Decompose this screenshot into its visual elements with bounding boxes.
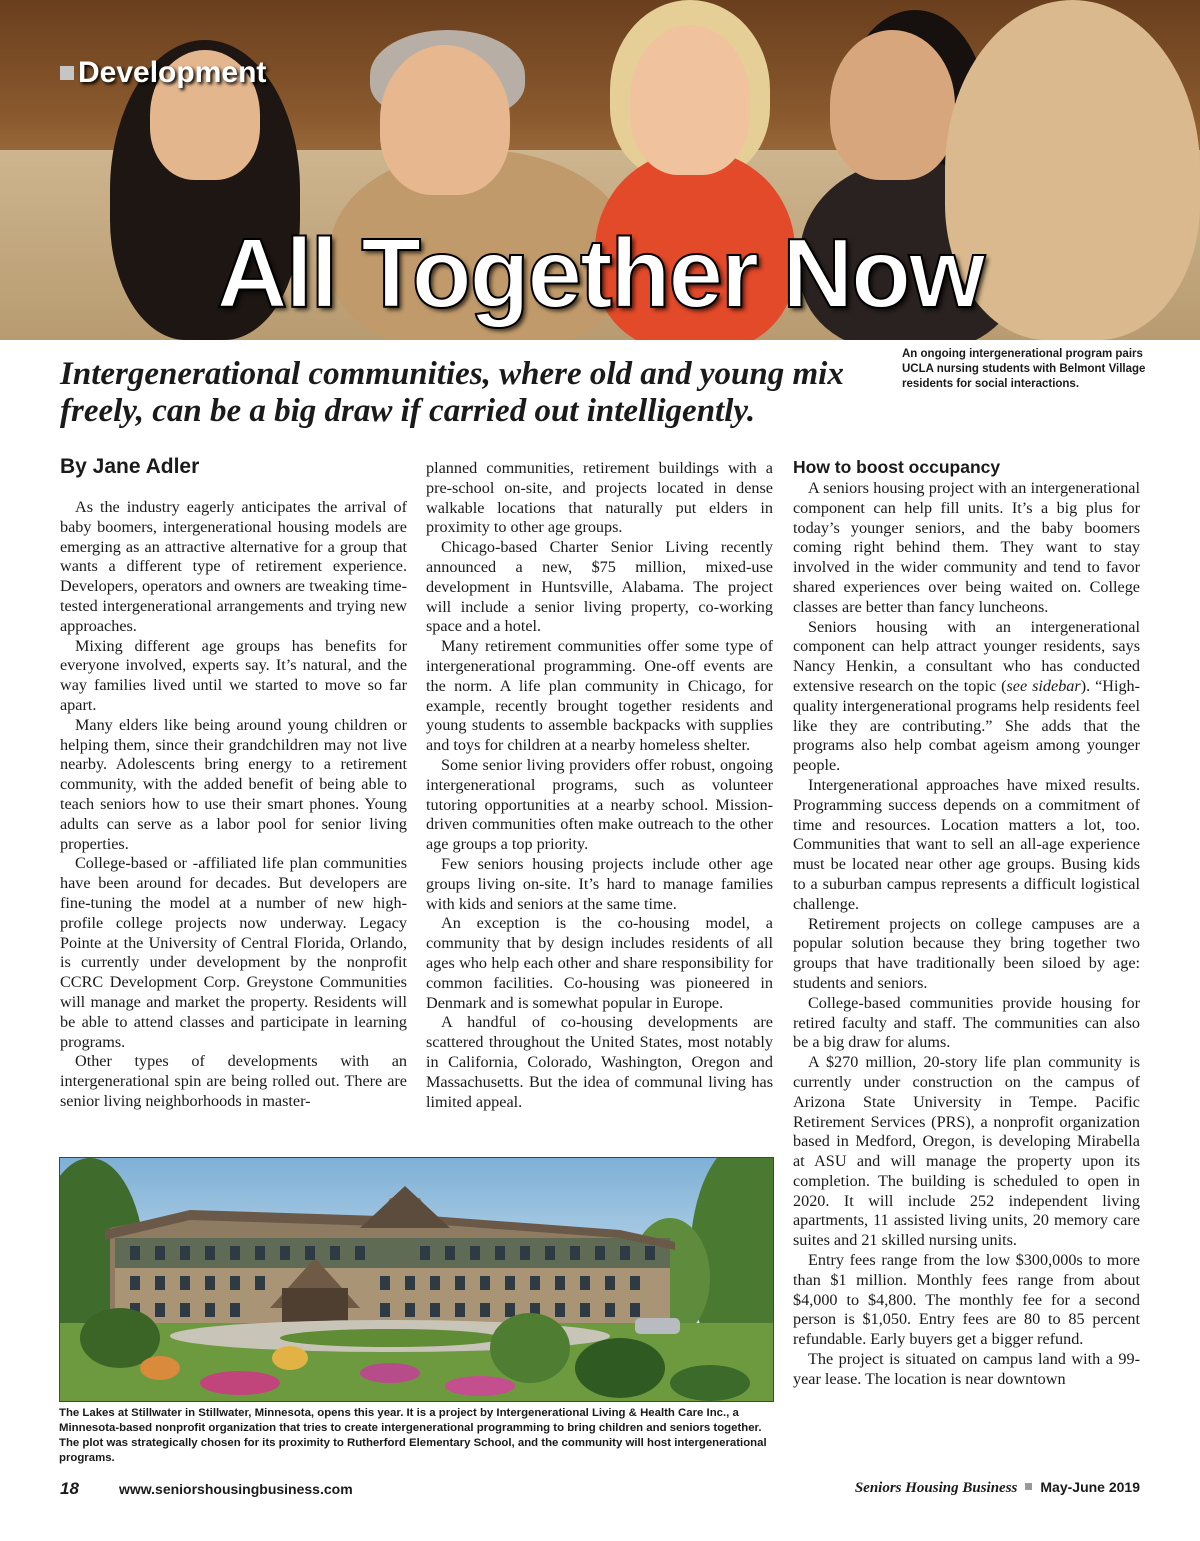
paragraph: A seniors housing project with an intergenerational component can help fill units. It’s a big plus for today’s younger seniors, and the baby boomers coming right behind them. They want to stay involved in the wider community and tend to favor shared experiences over being waited on. College classes are better than fancy luncheons. <box>793 479 1140 616</box>
headline: All Together Now <box>216 218 984 328</box>
paragraph: A $270 million, 20-story life plan community is currently under construction on the campus of Arizona State University in Tempe. Pacific Retirement Services (PRS), a nonprofit organization based in Medford, Oregon, is developing Mirabella at ASU and will manage the property upon its completion. The building is scheduled to open in 2020. It will include 252 independent living apartments, 11 assisted living units, 20 memory care suites and 21 skilled nursing units. <box>793 1053 1140 1250</box>
paragraph: Entry fees range from the low $300,000s to more than $1 million. Monthly fees range from about $4,000 to $4,800. The monthly fee for a second person is $1,050. Entry fees are 80 to 85 percent refundable. Early buyers get a bigger refund. <box>793 1251 1140 1349</box>
article-column-1 <box>60 498 407 1112</box>
paragraph: A handful of co-housing developments are scattered throughout the United States, most notably in California, Colorado, Washington, Oregon and Massachusetts. But the idea of communal living has limited appeal. <box>426 1013 773 1111</box>
photo-face-4 <box>830 30 955 180</box>
paragraph: College-based communities provide housing for retired faculty and staff. The communities can also be a big draw for alums. <box>793 993 1140 1052</box>
paragraph: The project is situated on campus land with a 99-year lease. The location is near downtown <box>793 1350 1140 1388</box>
paragraph: planned communities, retirement buildings with a pre-school on-site, and projects located in dense walkable locations that naturally put elders in proximity to other age groups. <box>426 459 773 537</box>
paragraph: Some senior living providers offer robust, ongoing intergenerational programs, such as volunteer tutoring opportunities at a nearby school. Mission-driven communities often make outreach to the other age groups a top priority. <box>426 755 773 854</box>
building-illustration <box>60 1158 773 1401</box>
paragraph: Many retirement communities offer some type of intergenerational programming. One-off events are the norm. A life plan community in Chicago, for example, recently brought together residents and young students to assemble backpacks with supplies and toys for children at a nearby homeless shelter. <box>426 637 773 755</box>
paragraph: Many elders like being around young children or helping them, since their grandchildren may not live nearby. Adolescents bring energy to a retirement community, with the added benefit of being able to teach seniors how to use their smart phones. Young adults can serve as a labor pool for senior living properties. <box>60 715 407 853</box>
paragraph: As the industry eagerly anticipates the arrival of baby boomers, intergenerational housing models are emerging as an attractive alternative for a group that wants a different type of retirement experience. Developers, operators and owners are tweaking time-tested intergenerational arrangements and trying new approaches. <box>60 498 407 635</box>
byline: By Jane Adler <box>60 455 200 478</box>
section-label: Development <box>60 56 266 90</box>
paragraph: Other types of developments with an intergenerational spin are being rolled out. There are senior living neighborhoods in master- <box>60 1052 407 1110</box>
article-column-3 <box>793 479 1140 1390</box>
paragraph: College-based or -affiliated life plan communities have been around for decades. But developers are fine-tuning the model at a number of new high-profile college projects now underway. Legacy Pointe at the University of Central Florida, Orlando, is currently under development by the nonprofit CCRC Development Corp. Greystone Communities will manage and market the property. Residents will be able to attend classes and participate in learning programs. <box>60 854 407 1051</box>
dek: Intergenerational communities, where old and young mix freely, can be a big draw if carried out intelligently. <box>60 356 844 429</box>
paragraph: Seniors housing with an intergenerational component can help attract younger residents, says Nancy Henkin, a consultant who has conducted extensive research on the topic (see sidebar). “High-quality intergenerational programs help residents feel like they are contributing.” She adds that the programs also help combat ageism among younger people. <box>793 617 1141 775</box>
separator-square-icon <box>1025 1483 1032 1490</box>
photo-face-2 <box>380 45 510 195</box>
article-column-2 <box>426 459 773 1112</box>
paragraph: Retirement projects on college campuses are a popular solution because they bring together two groups that have traditionally been siloed by age: students and seniors. <box>793 914 1140 992</box>
sidebar-reference: see sidebar <box>1006 676 1081 695</box>
section-square-icon <box>60 66 74 80</box>
building-rendering <box>59 1157 774 1402</box>
issue-date: May-June 2019 <box>1040 1479 1140 1495</box>
footer-url[interactable]: www.seniorshousingbusiness.com <box>119 1481 353 1497</box>
hero-photo <box>0 0 1200 340</box>
hero-photo-caption: An ongoing intergenerational program pairs UCLA nursing students with Belmont Village residents for social interactions. <box>902 348 1146 390</box>
page-number: 18 <box>60 1479 79 1498</box>
paragraph: Intergenerational approaches have mixed results. Programming success depends on a commitment of time and resources. Location matters a lot, too. Communities that want to sell an all-age experience must be located near other age groups. Busing kids to a suburban campus represents a difficult logistical challenge. <box>793 775 1140 913</box>
photo-face-3 <box>630 25 750 175</box>
subhead: How to boost occupancy <box>793 457 1001 477</box>
paragraph: Chicago-based Charter Senior Living recently announced a new, $75 million, mixed-use development in Huntsville, Alabama. The project will include a senior living property, co-working space and a hotel. <box>426 538 773 636</box>
paragraph: Mixing different age groups has benefits for everyone involved, experts say. It’s natural, and the way families lived until we started to move so far apart. <box>60 636 407 714</box>
footer-publication <box>855 1479 1140 1497</box>
rendering-caption: The Lakes at Stillwater in Stillwater, Minnesota, opens this year. It is a project by Intergenerational Living & Health Care Inc., a Minnesota-based nonprofit organization that tries to create intergenerational programming to bring children and seniors together. The plot was strategically chosen for its proximity to Rutherford Elementary School, and the community will host intergenerational programs. <box>59 1407 767 1464</box>
publication-name: Seniors Housing Business <box>854 1480 1018 1496</box>
paragraph: Few seniors housing projects include other age groups living on-site. It’s hard to manage families with kids and seniors at the same time. <box>426 854 773 913</box>
paragraph: An exception is the co-housing model, a community that by design includes residents of all ages who help each other and share responsibility for common facilities. Co-housing was pioneered in Denmark and is somewhat popular in Europe. <box>426 914 773 1012</box>
